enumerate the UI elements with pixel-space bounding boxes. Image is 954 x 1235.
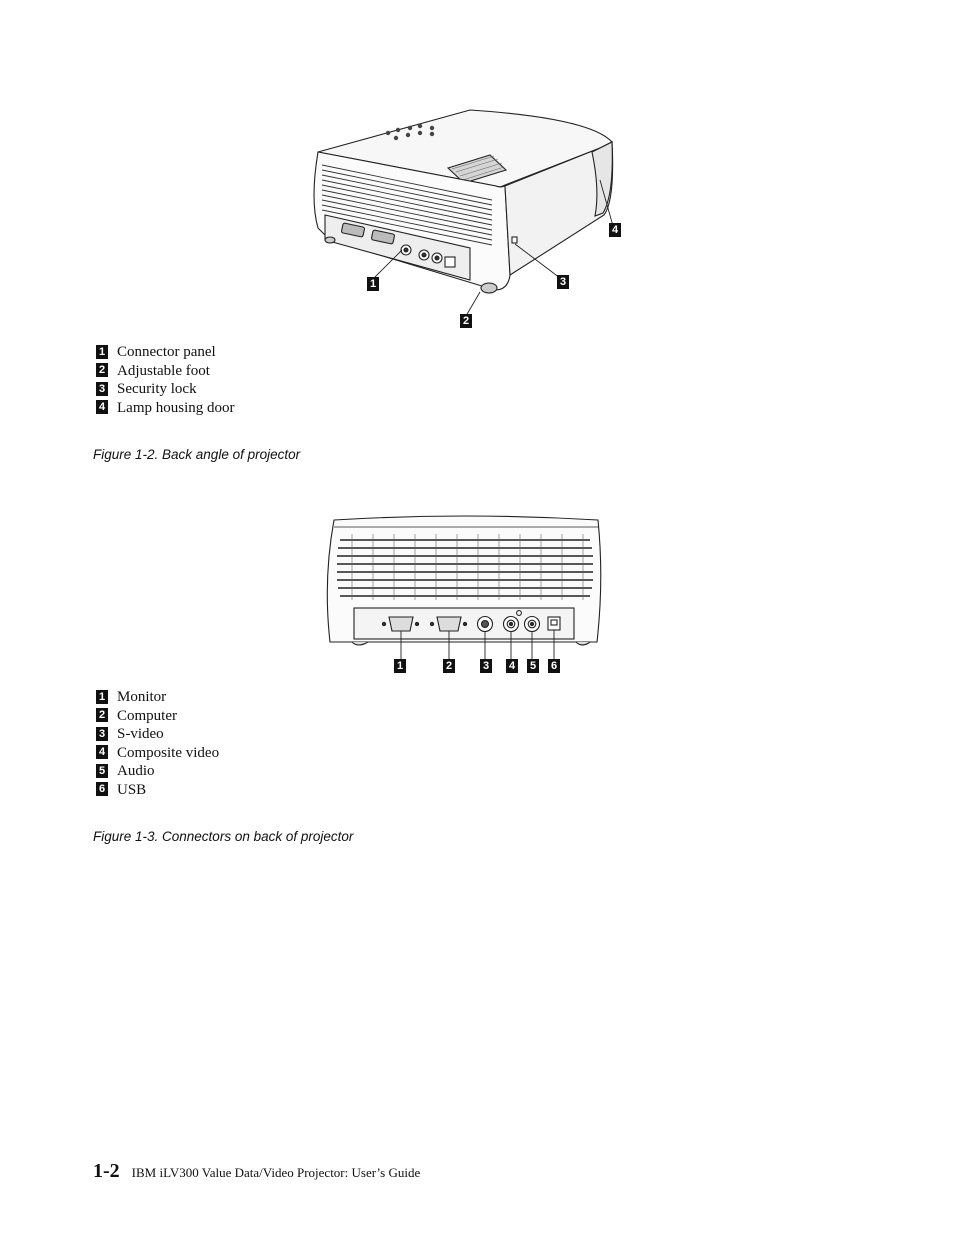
legend-item [96,380,235,399]
projector-back-connectors-illustration [320,512,610,677]
legend-label: Computer [117,707,177,724]
callout-computer: 2 [443,659,455,673]
legend-label: S-video [117,726,164,742]
legend-item [96,362,235,381]
legend-number: 2 [96,708,108,722]
legend-item [96,707,219,726]
legend-item [96,744,219,763]
figure1-legend [96,343,235,417]
book-title: IBM iLV300 Value Data/Video Projector: User’s Guide [131,1165,421,1180]
legend-number: 3 [96,382,108,396]
figure1-caption: Figure 1-2. Back angle of projector [93,447,301,462]
callout-composite-video: 4 [506,659,518,673]
legend-number: 2 [96,363,108,377]
legend-label: Composite video [117,744,220,761]
legend-label: Security lock [117,381,197,397]
legend-number: 4 [96,400,108,414]
page-footer [93,1160,420,1183]
legend-label: Monitor [117,689,167,705]
legend-label: Lamp housing door [117,399,235,416]
legend-label: Connector panel [117,344,216,360]
legend-item [96,725,219,744]
legend-number: 1 [96,690,108,704]
callout-s-video: 3 [480,659,492,673]
legend-number: 1 [96,345,108,359]
projector-back-angle-illustration [300,100,630,335]
legend-number: 4 [96,745,108,759]
callout-connector-panel: 1 [367,277,379,291]
legend-item [96,688,219,707]
legend-item [96,399,235,418]
legend-number: 3 [96,727,108,741]
callout-audio: 5 [527,659,539,673]
legend-number: 6 [96,782,108,796]
legend-label: USB [117,781,147,798]
legend-item [96,781,219,800]
page-number: 1-2 [93,1160,120,1182]
legend-label: Adjustable foot [117,362,210,379]
figure2-caption: Figure 1-3. Connectors on back of projector [93,829,354,844]
callout-lamp-housing-door: 4 [609,223,621,237]
legend-label: Audio [117,763,155,779]
legend-number: 5 [96,764,108,778]
legend-item [96,343,235,362]
callout-adjustable-foot: 2 [460,314,472,328]
figure2-legend [96,688,219,799]
callout-usb: 6 [548,659,560,673]
callout-monitor: 1 [394,659,406,673]
legend-item [96,762,219,781]
callout-security-lock: 3 [557,275,569,289]
